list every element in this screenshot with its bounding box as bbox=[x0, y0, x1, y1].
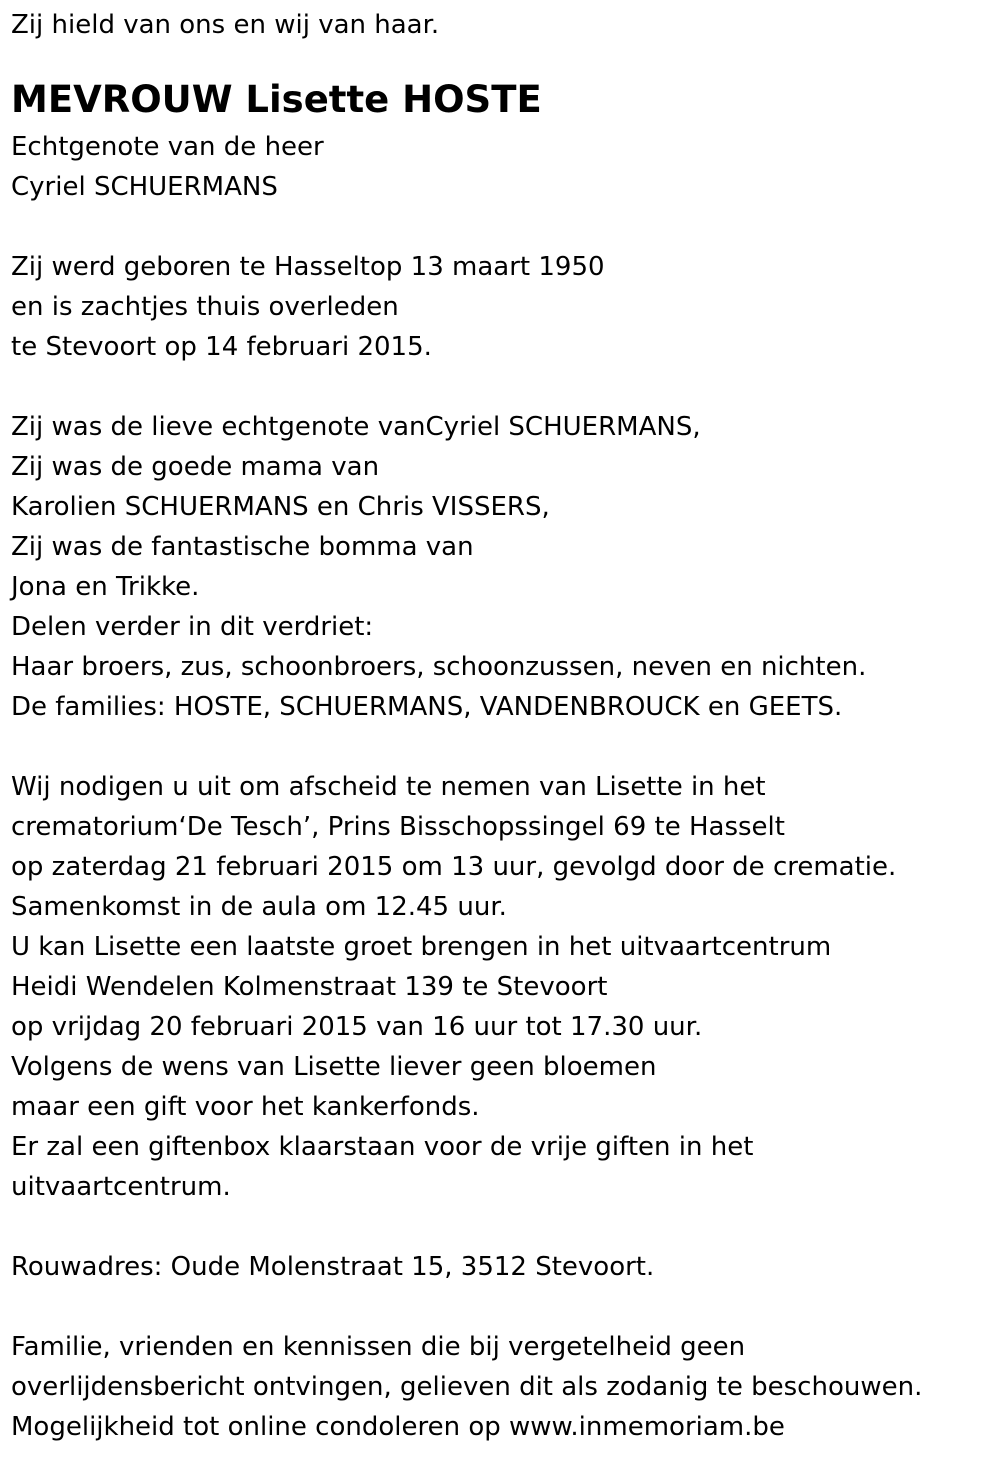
closing-section bbox=[11, 1327, 991, 1447]
closing-line: Familie, vrienden en kennissen die bij vergetelheid geen bbox=[11, 1332, 746, 1362]
ceremony-line: maar een gift voor het kankerfonds. bbox=[11, 1092, 480, 1122]
deceased-name-heading: MEVROUW Lisette HOSTE bbox=[11, 78, 542, 121]
family-line: Jona en Trikke. bbox=[11, 572, 200, 602]
ceremony-line: uitvaartcentrum. bbox=[11, 1172, 231, 1202]
birth-death-section bbox=[11, 247, 991, 367]
spouse-section bbox=[11, 127, 991, 207]
ceremony-line: Wij nodigen u uit om afscheid te nemen van Lisette in het bbox=[11, 772, 766, 802]
mourning-address: Rouwadres: Oude Molenstraat 15, 3512 Stevoort. bbox=[11, 1252, 655, 1282]
birth-death-line: te Stevoort op 14 februari 2015. bbox=[11, 332, 432, 362]
family-line: Karolien SCHUERMANS en Chris VISSERS, bbox=[11, 492, 550, 522]
spouse-line: Echtgenote van de heer bbox=[11, 132, 324, 162]
birth-death-line: en is zachtjes thuis overleden bbox=[11, 292, 399, 322]
spacer bbox=[11, 207, 991, 247]
family-line: De families: HOSTE, SCHUERMANS, VANDENBROUCK en GEETS. bbox=[11, 692, 843, 722]
ceremony-section bbox=[11, 767, 991, 1207]
spacer bbox=[11, 1207, 991, 1247]
ceremony-line: U kan Lisette een laatste groet brengen in het uitvaartcentrum bbox=[11, 932, 832, 962]
spacer bbox=[11, 1287, 991, 1327]
ceremony-line: crematorium‘De Tesch’, Prins Bisschopssingel 69 te Hasselt bbox=[11, 812, 785, 842]
family-line: Zij was de lieve echtgenote vanCyriel SCHUERMANS, bbox=[11, 412, 701, 442]
ceremony-line: Samenkomst in de aula om 12.45 uur. bbox=[11, 892, 507, 922]
family-line: Haar broers, zus, schoonbroers, schoonzussen, neven en nichten. bbox=[11, 652, 867, 682]
family-line: Zij was de fantastische bomma van bbox=[11, 532, 474, 562]
ceremony-line: Heidi Wendelen Kolmenstraat 139 te Stevoort bbox=[11, 972, 608, 1002]
spacer bbox=[11, 367, 991, 407]
birth-death-line: Zij werd geboren te Hasseltop 13 maart 1950 bbox=[11, 252, 605, 282]
family-line: Zij was de goede mama van bbox=[11, 452, 380, 482]
opening-line: Zij hield van ons en wij van haar. bbox=[11, 10, 440, 40]
ceremony-line: op zaterdag 21 februari 2015 om 13 uur, gevolgd door de crematie. bbox=[11, 852, 897, 882]
ceremony-line: op vrijdag 20 februari 2015 van 16 uur tot 17.30 uur. bbox=[11, 1012, 703, 1042]
closing-line: overlijdensbericht ontvingen, gelieven dit als zodanig te beschouwen. bbox=[11, 1372, 923, 1402]
family-line: Delen verder in dit verdriet: bbox=[11, 612, 374, 642]
closing-line: Mogelijkheid tot online condoleren op www.inmemoriam.be bbox=[11, 1412, 785, 1442]
spouse-line: Cyriel SCHUERMANS bbox=[11, 172, 278, 202]
family-section bbox=[11, 407, 991, 727]
ceremony-line: Er zal een giftenbox klaarstaan voor de vrije giften in het bbox=[11, 1132, 754, 1162]
ceremony-line: Volgens de wens van Lisette liever geen bloemen bbox=[11, 1052, 657, 1082]
obituary-notice bbox=[11, 5, 991, 1447]
spacer bbox=[11, 727, 991, 767]
